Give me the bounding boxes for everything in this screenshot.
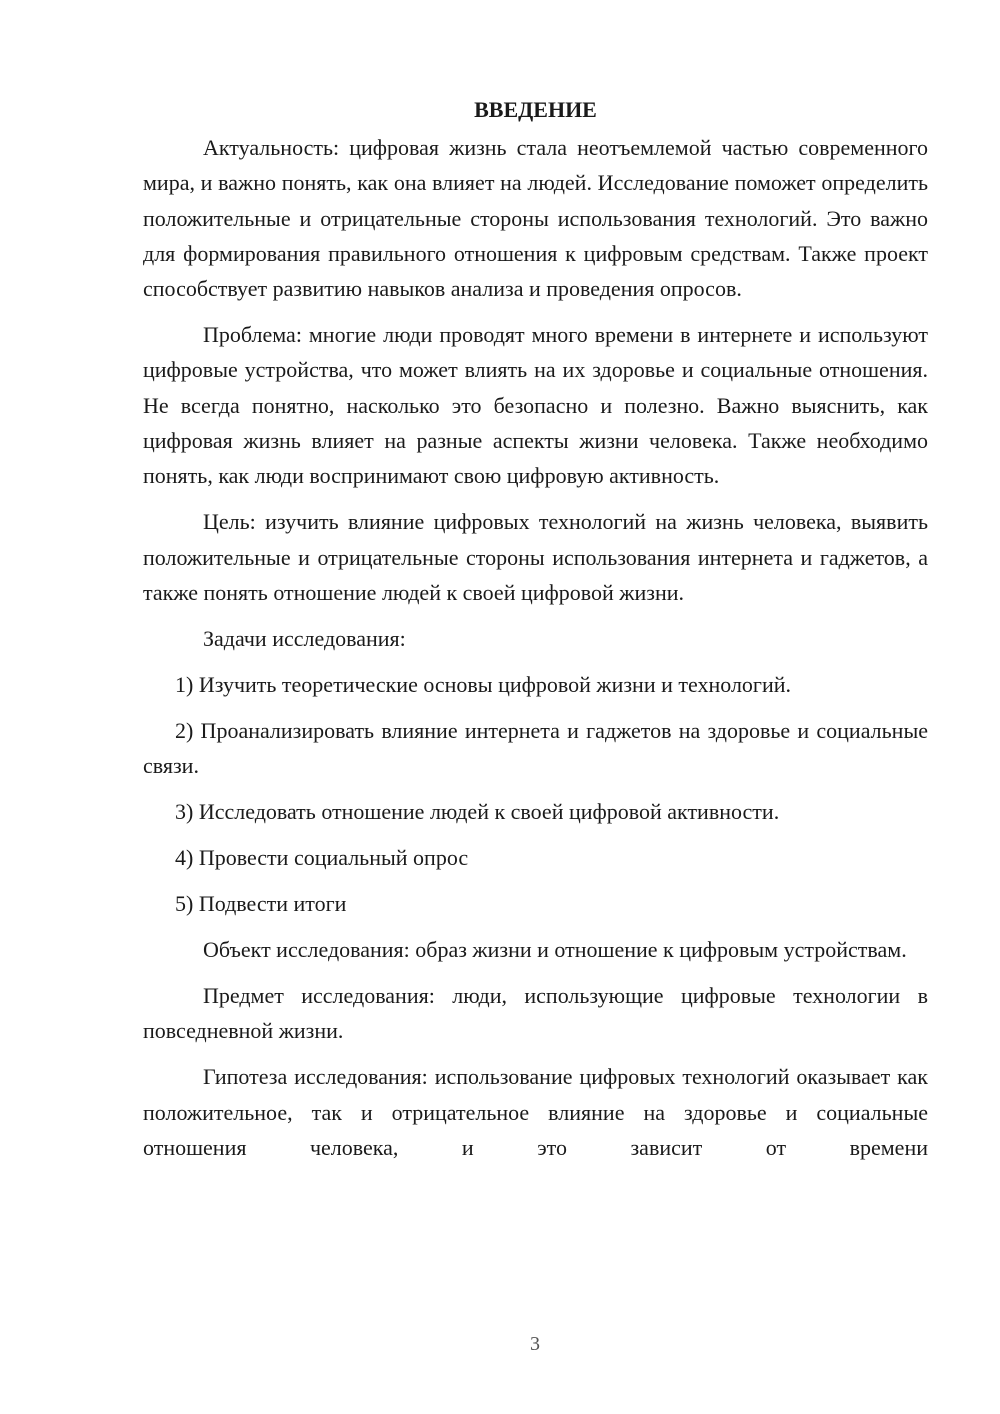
relevance-paragraph: Актуальность: цифровая жизнь стала неотъемлемой частью современного мира, и важно понять, как она влияет на людей. Исследование поможет определить положительные и отрицательные стороны использования технологий. Это важно для формирования правильного отношения к цифровым средствам. Также проект способствует развитию навыков анализа и проведения опросов.: [143, 135, 928, 302]
list-item: 2) Проанализировать влияние интернета и гаджетов на здоровье и социальные связи.: [143, 717, 928, 779]
list-item: 4) Провести социальный опрос: [175, 845, 469, 871]
goal-paragraph: Цель: изучить влияние цифровых технологий на жизнь человека, выявить положительные и отрицательные стороны использования интернета и гаджетов, а также понять отношение людей к своей цифровой жизни.: [143, 509, 928, 605]
hypothesis-paragraph: Гипотеза исследования: использование цифровых технологий оказывает как положительное, так и отрицательное влияние на здоровье и социальные отношения человека, и это зависит от времени: [143, 1064, 928, 1160]
list-item: 1) Изучить теоретические основы цифровой жизни и технологий.: [175, 671, 791, 697]
page-number: 3: [530, 1333, 540, 1355]
tasks-intro: Задачи исследования:: [203, 625, 406, 651]
object-paragraph: Объект исследования: образ жизни и отношение к цифровым устройствам.: [203, 937, 907, 963]
tasks-list: [143, 667, 928, 922]
problem-paragraph: Проблема: многие люди проводят много времени в интернете и используют цифровые устройства, что может влиять на их здоровье и социальные отношения. Не всегда понятно, насколько это безопасно и полезно. Важно выяснить, как цифровая жизнь влияет на разные аспекты жизни человека. Также необходимо понять, как люди воспринимают свою цифровую активность.: [143, 322, 928, 489]
subject-paragraph: Предмет исследования: люди, использующие цифровые технологии в повседневной жизни.: [143, 983, 928, 1044]
document-title: ВВЕДЕНИЕ: [474, 97, 597, 122]
list-item: 5) Подвести итоги: [175, 891, 347, 917]
list-item: 3) Исследовать отношение людей к своей цифровой активности.: [175, 799, 780, 825]
document-page: [143, 90, 928, 1176]
